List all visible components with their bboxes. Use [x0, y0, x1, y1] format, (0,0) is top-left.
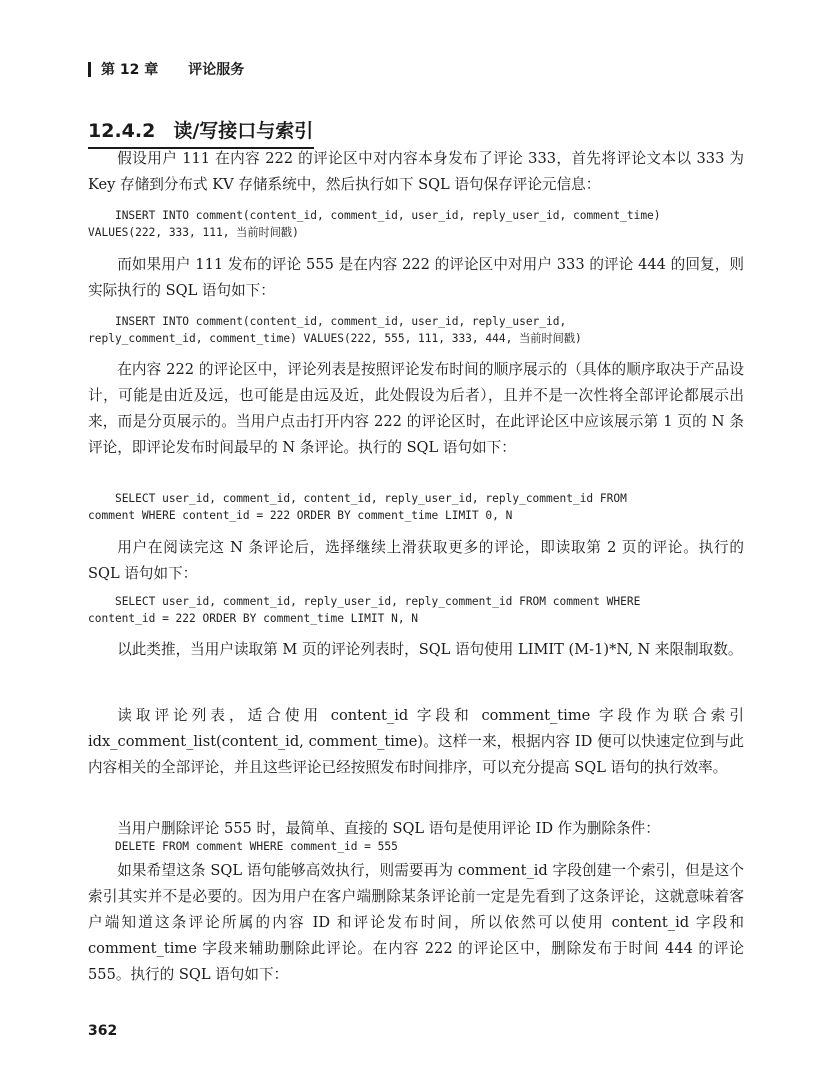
- code-block-insert-comment: INSERT INTO comment(content_id, comment_id, user_id, reply_user_id, comment_time) VALUES(222, 333, 111, 当前时间戳): [88, 209, 661, 239]
- section-title: 读/写接口与索引: [173, 120, 314, 142]
- section-number: 12.4.2: [88, 120, 156, 142]
- page-number: 362: [88, 1023, 118, 1039]
- paragraph: 假设用户 111 在内容 222 的评论区中对内容本身发布了评论 333，首先将评论文本以 333 为 Key 存储到分布式 KV 存储系统中，然后执行如下 SQL 语句保存评论元信息：: [88, 150, 744, 193]
- code-block-delete-by-id: DELETE FROM comment WHERE comment_id = 555: [88, 840, 398, 853]
- paragraph: 以此类推，当用户读取第 M 页的评论列表时，SQL 语句使用 LIMIT (M-1)*N, N 来限制取数。: [117, 641, 743, 658]
- chapter-label: 第 12 章: [101, 62, 159, 78]
- paragraph: 在内容 222 的评论区中，评论列表是按照评论发布时间的顺序展示的（具体的顺序取决于产品设计，可能是由近及远，也可能是由远及近，此处假设为后者），且并不是一次性将全部评论都展示出来，而是分页展示的。当用户点击打开内容 222 的评论区时，在此评论区中应该展示第 1 页的 N 条评论，即评论发布时间最早的 N 条评论。执行的 SQL 语句如下：: [88, 361, 744, 456]
- section-heading: [88, 116, 314, 149]
- paragraph: 如果希望这条 SQL 语句能够高效执行，则需要再为 comment_id 字段创建一个索引，但是这个索引其实并不是必要的。因为用户在客户端删除某条评论前一定是先看到了这条评论，这就意味着客户端知道这条评论所属的内容 ID 和评论发布时间，所以依然可以使用 content_id 字段和 comment_time 字段来辅助删除此评论。在内容 222 的评论区中，删除发布于时间 444 的评论 555。执行的 SQL 语句如下：: [88, 862, 744, 983]
- running-header: [88, 59, 244, 79]
- code-block-select-page-1: SELECT user_id, comment_id, content_id, reply_user_id, reply_comment_id FROM comment WHERE content_id = 222 ORDER BY comment_time LIMIT 0, N: [88, 492, 627, 522]
- paragraph: 而如果用户 111 发布的评论 555 是在内容 222 的评论区中对用户 333 的评论 444 的回复，则实际执行的 SQL 语句如下：: [88, 256, 744, 299]
- paragraph: 当用户删除评论 555 时，最简单、直接的 SQL 语句是使用评论 ID 作为删除条件：: [117, 820, 660, 837]
- chapter-title: 评论服务: [188, 62, 245, 78]
- paragraph: 读取评论列表，适合使用 content_id 字段和 comment_time 字段作为联合索引 idx_comment_list(content_id, comment_time)。这样一来，根据内容 ID 便可以快速定位到与此内容相关的全部评论，并且这些评论已经按照发布时间排序，可以充分提高 SQL 语句的执行效率。: [88, 707, 744, 776]
- header-rule: [88, 62, 91, 77]
- code-block-select-page-2: SELECT user_id, comment_id, reply_user_id, reply_comment_id FROM comment WHERE content_id = 222 ORDER BY comment_time LIMIT N, N: [88, 595, 641, 625]
- code-block-insert-reply: INSERT INTO comment(content_id, comment_id, user_id, reply_user_id, reply_comment_id, comment_time) VALUES(222, 555, 111, 333, 444, 当前时间戳): [88, 315, 582, 345]
- paragraph: 用户在阅读完这 N 条评论后，选择继续上滑获取更多的评论，即读取第 2 页的评论。执行的 SQL 语句如下：: [88, 539, 744, 582]
